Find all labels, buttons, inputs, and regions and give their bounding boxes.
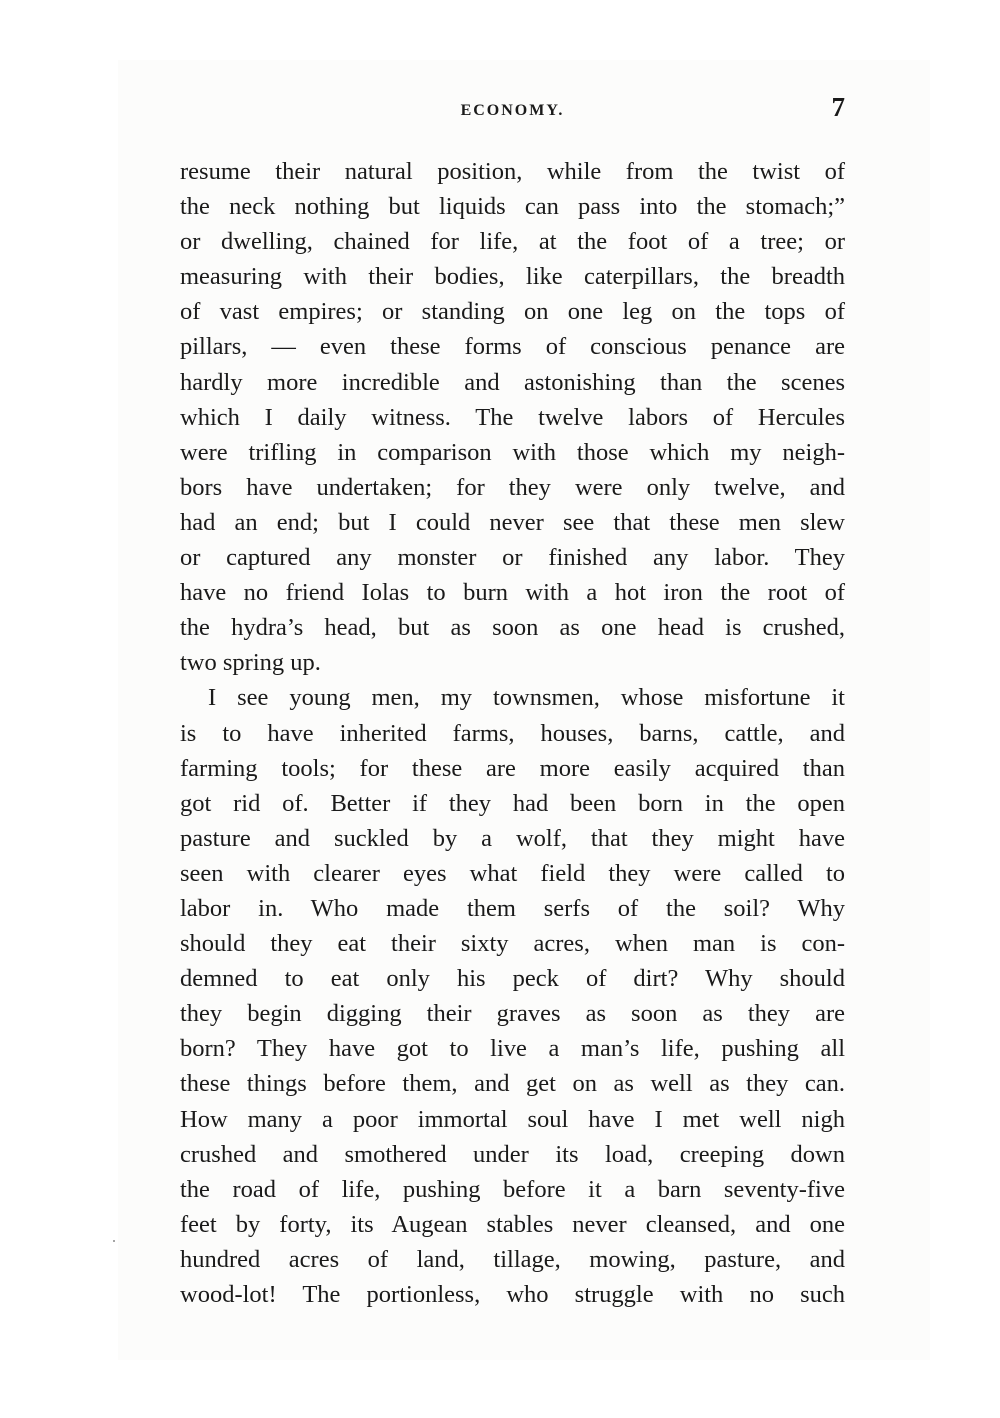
text-line: or dwelling, chained for life, at the foot of a tree; or [180,228,845,256]
text-line: labor in. Who made them serfs of the soil? Why [180,894,845,922]
text-line: is to have inherited farms, houses, barns, cattle, and [180,719,845,747]
text-line: of vast empires; or standing on one leg on the tops of [180,298,845,326]
text-line: were trifling in comparison with those which my neigh- [180,438,845,466]
page-number: 7 [831,92,845,122]
text-line: wood-lot! The portionless, who struggle with no such [180,1281,845,1308]
text-line: seen with clearer eyes what field they were called to [180,859,845,887]
text-line: crushed and smothered under its load, creeping down [180,1140,845,1168]
page-header [180,92,845,132]
text-line: two spring up. [180,649,321,677]
body-text [180,154,845,1312]
text-line: had an end; but I could never see that these men slew [180,508,845,536]
text-line: measuring with their bodies, like caterpillars, the breadth [180,263,845,291]
text-line: How many a poor immortal soul have I met well nigh [180,1105,845,1133]
running-head: ECONOMY. [460,102,565,119]
text-line: hundred acres of land, tillage, mowing, pasture, and [180,1245,845,1273]
text-line: pasture and suckled by a wolf, that they might have [180,824,845,852]
text-line: born? They have got to live a man’s life, pushing all [180,1035,845,1063]
text-line: I see young men, my townsmen, whose misfortune it [208,684,845,712]
paragraph-1 [180,154,845,680]
text-line: pillars, — even these forms of conscious penance are [180,333,845,361]
text-line: hardly more incredible and astonishing than the scenes [180,368,845,396]
text-line: feet by forty, its Augean stables never cleansed, and one [180,1210,845,1238]
text-line: they begin digging their graves as soon as they are [180,1000,845,1028]
text-line: the neck nothing but liquids can pass into the stomach;” [180,193,845,221]
text-line: which I daily witness. The twelve labors of Hercules [180,403,845,431]
paragraph-2 [180,680,845,1312]
text-line: resume their natural position, while from the twist of [180,158,845,185]
text-line: or captured any monster or finished any labor. They [180,544,845,572]
margin-speck [113,1240,115,1242]
text-line: have no friend Iolas to burn with a hot iron the root of [180,579,845,607]
text-line: these things before them, and get on as well as they can. [180,1070,845,1098]
text-line: bors have undertaken; for they were only twelve, and [180,473,845,501]
text-line: the road of life, pushing before it a barn seventy-five [180,1175,845,1203]
text-line: got rid of. Better if they had been born in the open [180,789,845,817]
text-line: the hydra’s head, but as soon as one head is crushed, [180,614,845,642]
text-line: demned to eat only his peck of dirt? Why should [180,965,845,993]
text-line: should they eat their sixty acres, when man is con- [180,930,845,958]
text-line: farming tools; for these are more easily acquired than [180,754,845,782]
